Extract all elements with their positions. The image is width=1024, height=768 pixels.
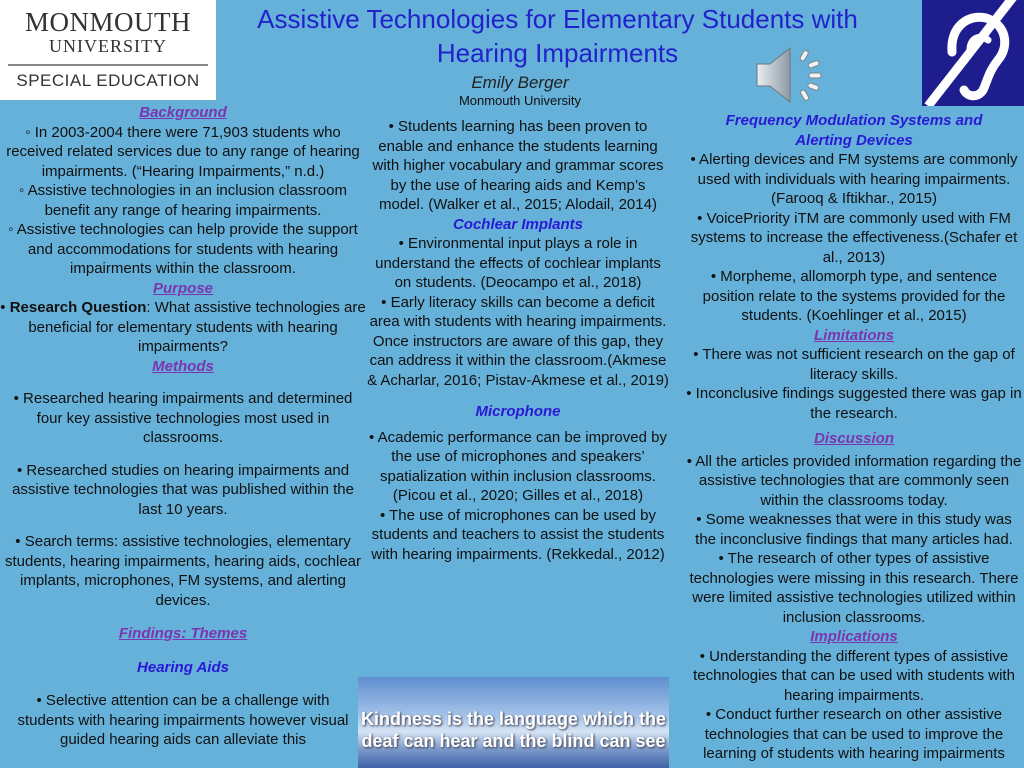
monmouth-logo <box>0 0 216 100</box>
logo-divider <box>8 64 208 66</box>
poster-title: Assistive Technologies for Elementary Students with Hearing Impairments <box>257 4 858 68</box>
heading-purpose: Purpose <box>152 279 213 297</box>
heading-limitations: Limitations <box>813 326 894 344</box>
left-column <box>0 103 366 750</box>
heading-methods: Methods <box>152 357 214 375</box>
middle-column <box>366 117 670 564</box>
discussion-bullet: • The research of other types of assistive technologies were missing in this research. There were limited assistive technologies utilized within inclusion classrooms. <box>689 550 1019 626</box>
subheading-microphone: Microphone <box>475 403 561 420</box>
author: Emily Berger <box>471 73 569 92</box>
hearing-aids-bullet: • Students learning has been proven to enable and enhance the students learning with higher vocabulary and grammar scores by the use of hearing aids and Kemp’s model. (Walker et al., 2015; Alodail, 2014) <box>372 118 664 213</box>
limitations-bullet: • There was not sufficient research on the gap of literacy skills. <box>693 346 1015 383</box>
methods-bullet: • Researched studies on hearing impairments and assistive technologies that was published within the last 10 years. <box>12 461 354 518</box>
fm-bullet: • Morpheme, allomorph type, and sentence position relate to the systems provided for the students. (Koehlinger et al., 2015) <box>702 268 1006 324</box>
heading-background: Background <box>139 104 227 121</box>
cochlear-bullet: • Environmental input plays a role in understand the effects of cochlear implants on students. (Deocampo et al., 2018) <box>375 235 661 291</box>
microphone-bullet: • Academic performance can be improved by the use of microphones and speakers’ spatialization within inclusion classrooms. (Picou et al., 2020; Gilles et al., 2018) <box>369 428 667 504</box>
hearing-impaired-ear-icon <box>922 0 1024 106</box>
background-bullet: ◦ Assistive technologies can help provide the support and accommodations for students with hearing impairments within the classroom. <box>8 221 358 277</box>
speaker-icon[interactable] <box>752 40 832 110</box>
discussion-bullet: • All the articles provided information regarding the assistive technologies that are commonly seen within the classrooms today. <box>686 452 1022 509</box>
research-question: • Research Question: What assistive technologies are beneficial for elementary students with hearing impairments? <box>0 299 366 355</box>
implications-bullet: • Conduct further research on other assistive technologies that can be used to improve the learning of students with hearing impairments <box>703 706 1005 762</box>
background-bullet: ◦ In 2003-2004 there were 71,903 students who received related services due to any range of hearing impairments. (“Hearing Impairments,” n.d.) <box>6 123 360 180</box>
quote-text: Kindness is the language which the deaf can hear and the blind can see <box>360 709 667 751</box>
subheading-fm-systems: Frequency Modulation Systems and Alerting Devices <box>725 112 983 149</box>
research-question-text: : What assistive technologies are beneficial for elementary students with hearing impairments? <box>28 299 366 355</box>
subheading-cochlear-implants: Cochlear Implants <box>452 215 584 233</box>
subheading-hearing-aids: Hearing Aids <box>137 658 229 676</box>
methods-bullet: • Search terms: assistive technologies, elementary students, hearing impairments, hearing aids, cochlear implants, microphones, FM systems, and alerting devices. <box>4 533 362 609</box>
microphone-bullet: • The use of microphones can be used by students and teachers to assist the students with hearing impairments. (Rekkedal., 2012) <box>371 506 665 563</box>
heading-findings: Findings: Themes <box>118 625 248 642</box>
fm-bullet: • Alerting devices and FM systems are commonly used with individuals with hearing impairments. (Farooq & Iftikhar., 2015) <box>690 151 1018 207</box>
logo-line2: UNIVERSITY <box>49 36 167 56</box>
research-question-label: Research Question <box>9 299 147 316</box>
logo-line3: SPECIAL EDUCATION <box>16 71 200 90</box>
hearing-aids-bullet: • Selective attention can be a challenge with students with hearing impairments however visual guided hearing aids can alleviate this <box>17 692 349 748</box>
heading-implications: Implications <box>810 628 898 645</box>
right-column <box>684 111 1024 764</box>
methods-bullet: • Researched hearing impairments and determined four key assistive technologies most used in classrooms. <box>13 390 353 446</box>
quote-image <box>358 677 669 768</box>
limitations-bullet: • Inconclusive findings suggested there was gap in the research. <box>686 385 1022 422</box>
logo-line1: MONMOUTH <box>25 7 191 37</box>
background-bullet: ◦ Assistive technologies in an inclusion classroom benefit any range of hearing impairments. <box>19 182 347 219</box>
implications-bullet: • Understanding the different types of assistive technologies that can be used with students with hearing impairments. <box>693 647 1015 704</box>
fm-bullet: • VoicePriority iTM are commonly used with FM systems to increase the effectiveness.(Schafer et al., 2013) <box>690 209 1018 266</box>
discussion-bullet: • Some weaknesses that were in this study was the inconclusive findings that many articles had. <box>695 511 1013 548</box>
cochlear-bullet: • Early literacy skills can become a deficit area with students with hearing impairments. Once instructors are aware of this gap, they can address it within the classroom.(Akmese & Acharlar, 2016; Pistav-Akmese et al., 2019) <box>367 293 669 389</box>
affiliation: Monmouth University <box>458 93 582 108</box>
heading-discussion: Discussion <box>813 430 895 447</box>
